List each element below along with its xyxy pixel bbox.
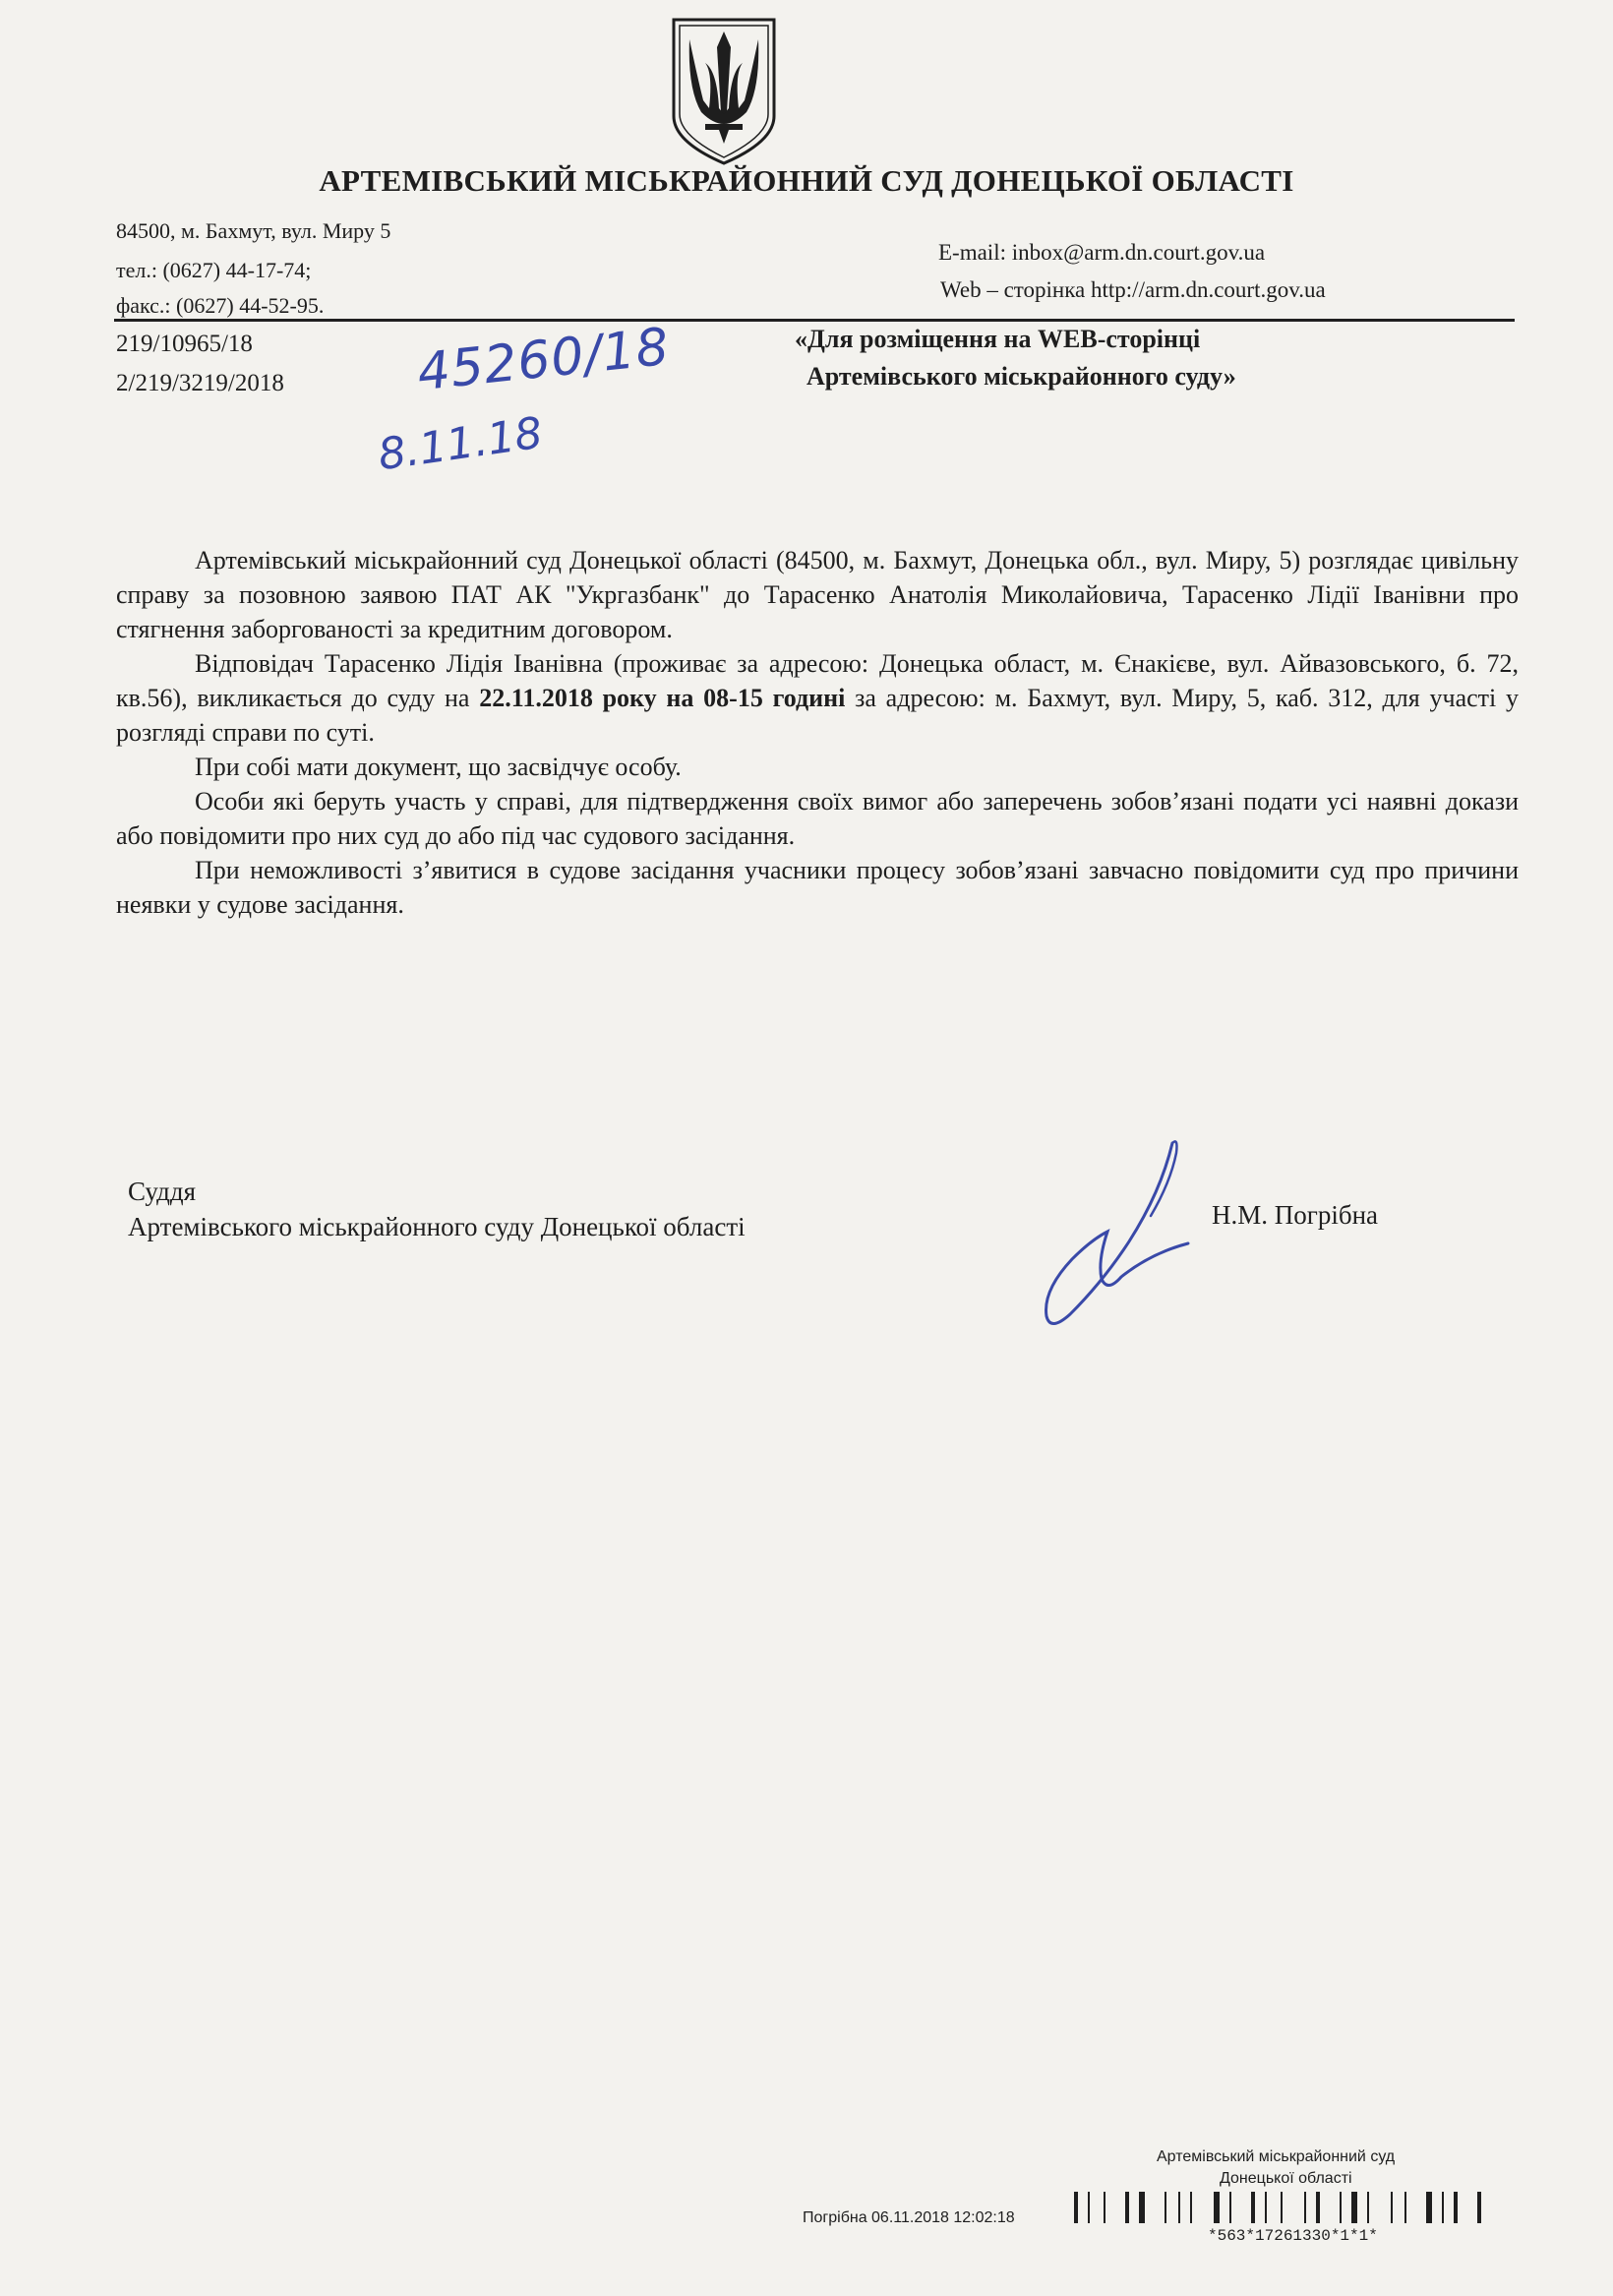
barcode-bar — [1281, 2192, 1283, 2223]
paragraph-summons — [116, 646, 1519, 750]
hearing-date-time: 22.11.2018 року на 08-15 годині — [479, 684, 846, 712]
barcode-bar — [1426, 2192, 1432, 2223]
barcode-bar — [1165, 2192, 1166, 2223]
handwritten-registration-number: 45260/18 — [414, 317, 673, 403]
proceeding-number: 2/219/3219/2018 — [116, 370, 284, 396]
court-website: Web – сторінка http://arm.dn.court.gov.ua — [940, 277, 1326, 302]
barcode-bar — [1340, 2192, 1342, 2223]
paragraph-identity-document: При собі мати документ, що засвідчує особу. — [195, 753, 682, 781]
paragraph-case-description: Артемівський міськрайонний суд Донецької області (84500, м. Бахмут, Донецька обл., вул. Миру, 5) розглядає цивільну справу за позовною заявою ПАТ АК "Укргазбанк" до Тарасенко Анатолія Миколайовича, Тарасенко Лідії Іванівни про стягнення заборгованості за кредитним договором. — [116, 546, 1519, 643]
barcode-bar — [1178, 2192, 1180, 2223]
notice-body — [116, 543, 1519, 922]
barcode-bar — [1316, 2192, 1320, 2223]
web-note-line-2: Артемівського міськрайонного суду» — [806, 362, 1236, 391]
barcode-bar — [1351, 2192, 1357, 2223]
barcode-bar — [1074, 2192, 1078, 2223]
court-phone: тел.: (0627) 44-17-74; — [116, 258, 312, 282]
court-email: E-mail: inbox@arm.dn.court.gov.ua — [938, 240, 1266, 265]
web-publication-note — [795, 321, 1385, 395]
barcode-bar — [1190, 2192, 1192, 2223]
barcode-number: *563*17261330*1*1* — [1208, 2227, 1378, 2245]
paragraph-absence-notice: При неможливості з’явитися в судове засідання учасники процесу зобов’язані завчасно повідомити суд про причини неявки у судове засідання. — [116, 856, 1519, 919]
handwritten-registration-date: 8.11.18 — [375, 407, 546, 481]
barcode-bar — [1404, 2192, 1406, 2223]
judge-court: Артемівського міськрайонного суду Донецької області — [128, 1212, 746, 1241]
court-fax: факс.: (0627) 44-52-95. — [116, 293, 325, 318]
paragraph-evidence: Особи які беруть участь у справі, для підтвердження своїх вимог або заперечень зобов’язані подати усі наявні докази або повідомити про них суд до або під час судового засідання. — [116, 787, 1519, 850]
stamp-registration-info: Погрібна 06.11.2018 12:02:18 — [803, 2209, 1015, 2226]
barcode-bar — [1104, 2192, 1105, 2223]
barcode-bar — [1251, 2192, 1255, 2223]
case-number: 219/10965/18 — [116, 331, 253, 357]
barcode-bar — [1125, 2192, 1129, 2223]
barcode-bar — [1265, 2192, 1267, 2223]
barcode-bar — [1454, 2192, 1458, 2223]
summons-text-start: Відповідач Тарасенко Лідія Іванівна (проживає за адресою: Донецька област, м. Єнакієве, вул. Айвазовського, б. 72, кв.56), викликається до суду на — [116, 649, 1519, 712]
barcode-bar — [1391, 2192, 1393, 2223]
barcode-bar — [1304, 2192, 1306, 2223]
barcode-bar — [1477, 2192, 1481, 2223]
judge-title: Суддя — [128, 1177, 197, 1206]
barcode-bar — [1214, 2192, 1220, 2223]
barcode-bar — [1367, 2192, 1369, 2223]
barcode-bar — [1442, 2192, 1444, 2223]
judge-signature-icon — [1013, 1133, 1220, 1340]
court-address: 84500, м. Бахмут, вул. Миру 5 — [116, 218, 391, 243]
trident-coat-of-arms-icon — [666, 14, 782, 167]
judge-name: Н.М. Погрібна — [1212, 1200, 1379, 1230]
barcode-bar — [1088, 2192, 1090, 2223]
barcode-bar — [1229, 2192, 1231, 2223]
court-title: АРТЕМІВСЬКИЙ МІСЬКРАЙОННИЙ СУД ДОНЕЦЬКОЇ ОБЛАСТІ — [319, 163, 1294, 198]
barcode-bar — [1139, 2192, 1145, 2223]
stamp-court-region: Донецької області — [1220, 2170, 1352, 2187]
web-note-line-1: «Для розміщення на WEB-сторінці — [795, 325, 1201, 353]
stamp-court-name: Артемівський міськрайонний суд — [1157, 2148, 1396, 2165]
summons-text-end: за адресою: м. Бахмут, вул. Миру, 5, каб. 312, для участі у розгляді справи по суті. — [116, 684, 1519, 747]
